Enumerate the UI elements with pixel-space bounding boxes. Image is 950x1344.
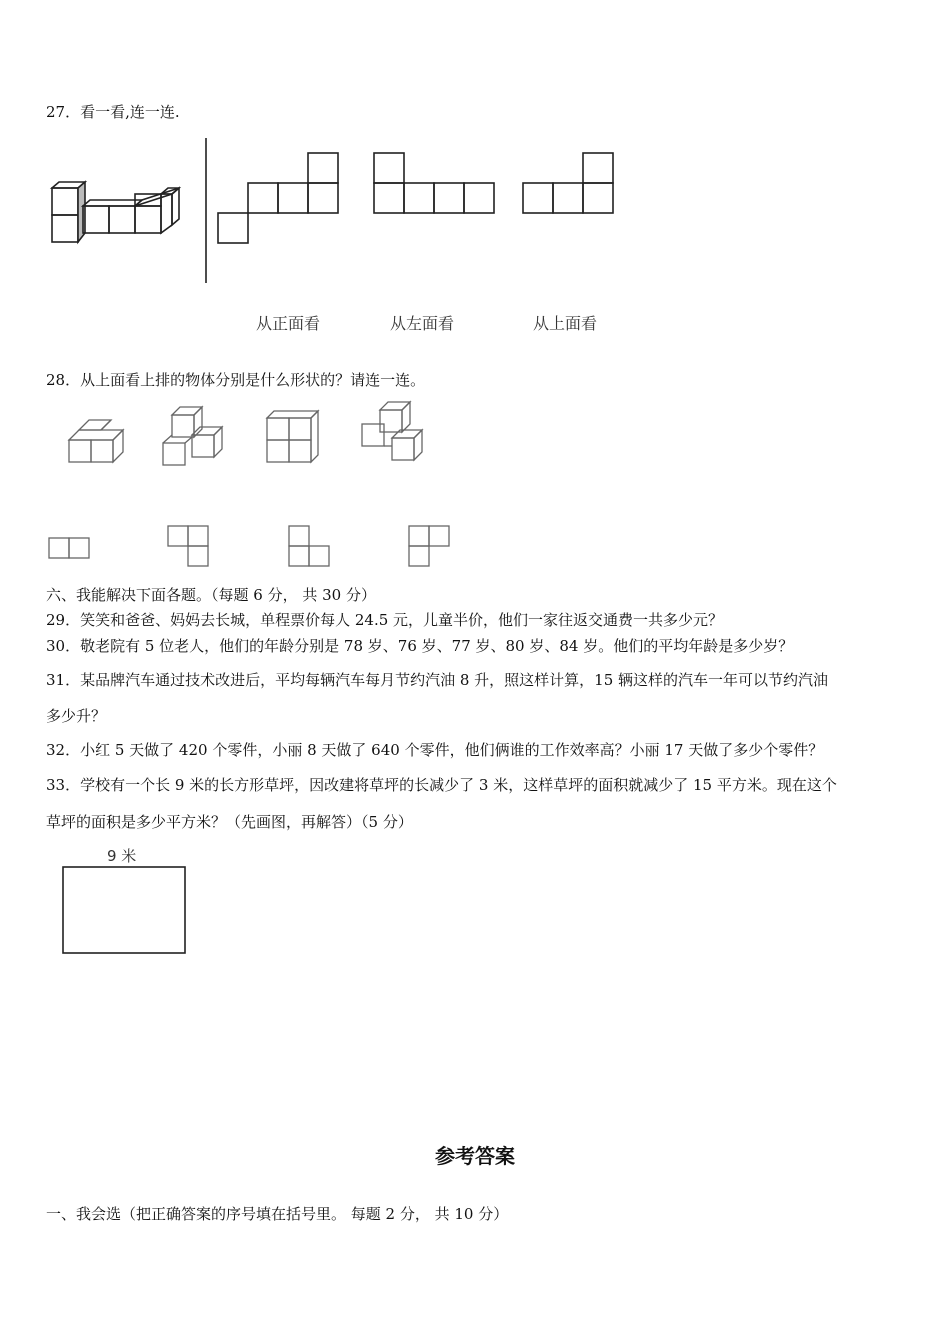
- q33-rectangle-figure: [62, 866, 187, 956]
- q28-text: 28．从上面看上排的物体分别是什么形状的？请连一连。: [46, 371, 426, 389]
- q27-cube-solid-figure: [48, 180, 188, 250]
- q28-solid-2: [160, 405, 225, 470]
- q31-line1: 31．某品牌汽车通过技术改进后，平均每辆汽车每月节约汽油 8 升，照这样计算，15 辆这样的汽车一年可以节约汽油: [46, 671, 829, 689]
- q29-text: 29．笑笑和爸爸、妈妈去长城，单程票价每人 24.5 元，儿童半价，他们一家往返交通费一共多少元？: [46, 611, 724, 629]
- q28-view-2: [166, 524, 211, 569]
- q27-divider-line: [204, 138, 208, 283]
- q28-solid-1: [66, 418, 126, 468]
- q27-label-front: 从正面看: [256, 314, 321, 333]
- q33-line2: 草坪的面积是多少平方米？（先画图，再解答）（5 分）: [46, 813, 413, 831]
- q28-view-3: [287, 524, 332, 569]
- q28-solid-3: [264, 408, 324, 468]
- q28-solid-4: [356, 398, 426, 466]
- q27-text: 27．看一看,连一连.: [46, 103, 180, 121]
- q28-view-1: [47, 536, 92, 560]
- q27-label-top: 从上面看: [533, 314, 598, 333]
- q28-view-4: [407, 524, 452, 569]
- q32-text: 32．小红 5 天做了 420 个零件，小丽 8 天做了 640 个零件，他们俩谁的工作效率高？小丽 17 天做了多少个零件？: [46, 741, 824, 759]
- answers-title: 参考答案: [435, 1144, 515, 1168]
- q30-text: 30．敬老院有 5 位老人，他们的年龄分别是 78 岁、76 岁、77 岁、80 岁、84 岁。他们的平均年龄是多少岁？: [46, 637, 794, 655]
- q33-line1: 33．学校有一个长 9 米的长方形草坪，因改建将草坪的长减少了 3 米，这样草坪的面积就减少了 15 平方米。现在这个: [46, 776, 837, 794]
- q31-line2: 多少升？: [46, 707, 107, 725]
- q27-view-a-shape: [218, 151, 343, 246]
- section6-heading: 六、我能解决下面各题。（每题 6 分， 共 30 分）: [46, 586, 376, 604]
- q27-view-b-shape: [372, 151, 497, 216]
- q27-label-left: 从左面看: [390, 314, 455, 333]
- q27-view-c-shape: [521, 151, 616, 216]
- answers-section1: 一、我会选（把正确答案的序号填在括号里。 每题 2 分， 共 10 分）: [46, 1205, 509, 1223]
- q33-figure-label: 9 米: [107, 847, 137, 865]
